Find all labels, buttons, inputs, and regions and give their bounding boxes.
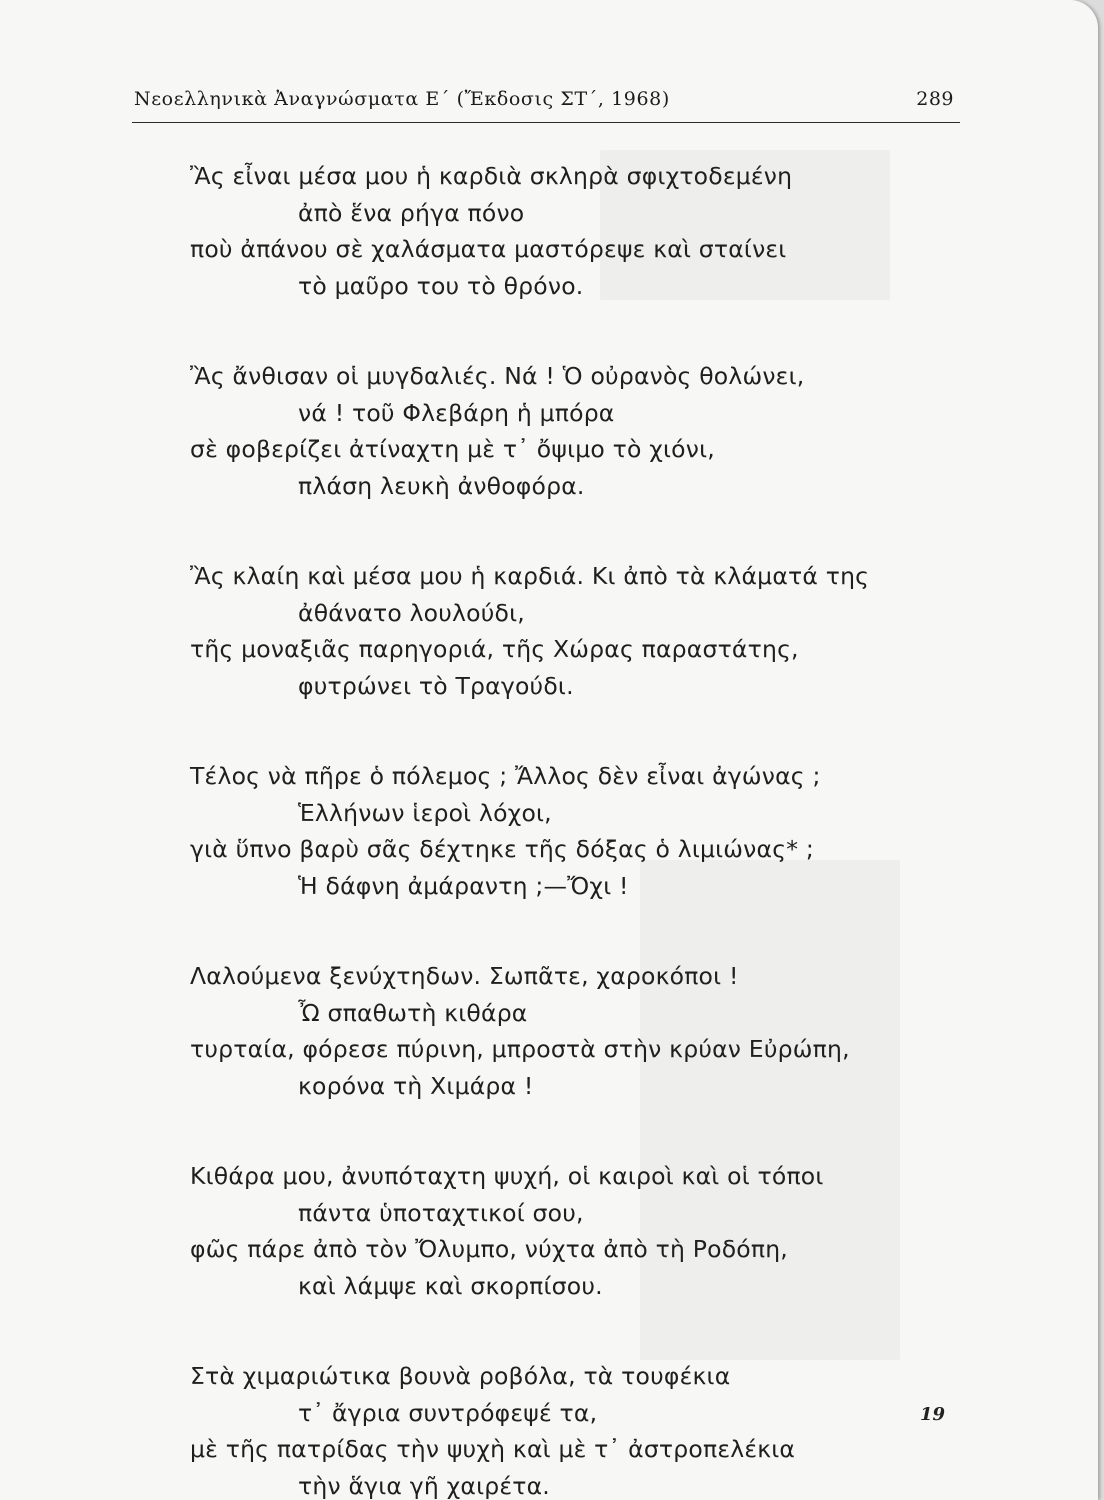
poem-line: γιὰ ὕπνο βαρὺ σᾶς δέχτηκε τῆς δόξας ὁ λιμιώνας* ; <box>190 835 814 863</box>
poem-line: Ἂς κλαίη καὶ μέσα μου ἡ καρδιά. Κι ἀπὸ τὰ κλάματά της <box>190 562 870 590</box>
poem-line: καὶ λάμψε καὶ σκορπίσου. <box>298 1271 603 1300</box>
poem-line: Ἂς ἄνθισαν οἱ μυγδαλιές. Νά ! Ὁ οὐρανὸς θολώνει, <box>190 362 805 390</box>
poem-line: Ἑλλήνων ἱεροὶ λόχοι, <box>298 798 552 827</box>
page-number: 289 <box>916 88 954 110</box>
poem-line: πλάση λευκὴ ἀνθοφόρα. <box>298 471 585 500</box>
stanza <box>190 558 970 704</box>
poem-line: τὸ μαῦρο του τὸ θρόνο. <box>298 271 584 300</box>
running-header <box>134 88 958 122</box>
poem-line: ἀπὸ ἕνα ρήγα πόνο <box>298 198 525 227</box>
poem <box>190 158 970 1500</box>
poem-line: φυτρώνει τὸ Τραγούδι. <box>298 671 574 700</box>
stanza <box>190 758 970 904</box>
poem-line: Ἂς εἶναι μέσα μου ἡ καρδιὰ σκληρὰ σφιχτοδεμένη <box>190 162 793 190</box>
running-title: Νεοελληνικὰ Ἀναγνώσματα Ε΄ (Ἔκδοσις ΣΤ΄, 1968) <box>134 88 670 110</box>
stanza <box>190 958 970 1104</box>
poem-line: τῆς μοναξιᾶς παρηγοριά, τῆς Χώρας παραστάτης, <box>190 635 799 663</box>
poem-line: πάντα ὑποταχτικοί σου, <box>298 1198 584 1227</box>
poem-line: Ἡ δάφνη ἀμάραντη ;—Ὄχι ! <box>298 871 629 900</box>
poem-line: ἀθάνατο λουλούδι, <box>298 598 525 627</box>
poem-line: τὴν ἅγια γῆ χαιρέτα. <box>298 1471 550 1500</box>
stanza <box>190 1158 970 1304</box>
poem-line: Λαλούμενα ξενύχτηδων. Σωπᾶτε, χαροκόποι ! <box>190 962 739 990</box>
poem-line: κορόνα τὴ Χιμάρα ! <box>298 1071 534 1100</box>
poem-line: Κιθάρα μου, ἀνυπόταχτη ψυχή, οἱ καιροὶ καὶ οἱ τόποι <box>190 1162 824 1190</box>
signature-mark: 19 <box>920 1404 946 1425</box>
stanza <box>190 1358 970 1500</box>
poem-line: νά ! τοῦ Φλεβάρη ἡ μπόρα <box>298 398 615 427</box>
poem-line: φῶς πάρε ἀπὸ τὸν Ὄλυμπο, νύχτα ἀπὸ τὴ Ροδόπη, <box>190 1235 788 1263</box>
header-rule <box>132 122 960 123</box>
poem-line: Στὰ χιμαριώτικα βουνὰ ροβόλα, τὰ τουφέκια <box>190 1362 731 1390</box>
poem-line: τ᾿ ἄγρια συντρόφεψέ τα, <box>298 1398 598 1427</box>
poem-line: Ὦ σπαθωτὴ κιθάρα <box>298 998 528 1027</box>
poem-line: Τέλος νὰ πῆρε ὁ πόλεμος ; Ἄλλος δὲν εἶναι ἀγώνας ; <box>190 762 821 790</box>
poem-line: σὲ φοβερίζει ἀτίναχτη μὲ τ᾿ ὄψιμο τὸ χιόνι, <box>190 435 715 463</box>
poem-line: τυρταία, φόρεσε πύρινη, μπροστὰ στὴν κρύαν Εὐρώπη, <box>190 1035 850 1063</box>
poem-line: μὲ τῆς πατρίδας τὴν ψυχὴ καὶ μὲ τ᾿ ἀστροπελέκια <box>190 1435 796 1463</box>
stanza <box>190 358 970 504</box>
poem-line: ποὺ ἀπάνου σὲ χαλάσματα μαστόρεψε καὶ σταίνει <box>190 235 787 263</box>
stanza <box>190 158 970 304</box>
